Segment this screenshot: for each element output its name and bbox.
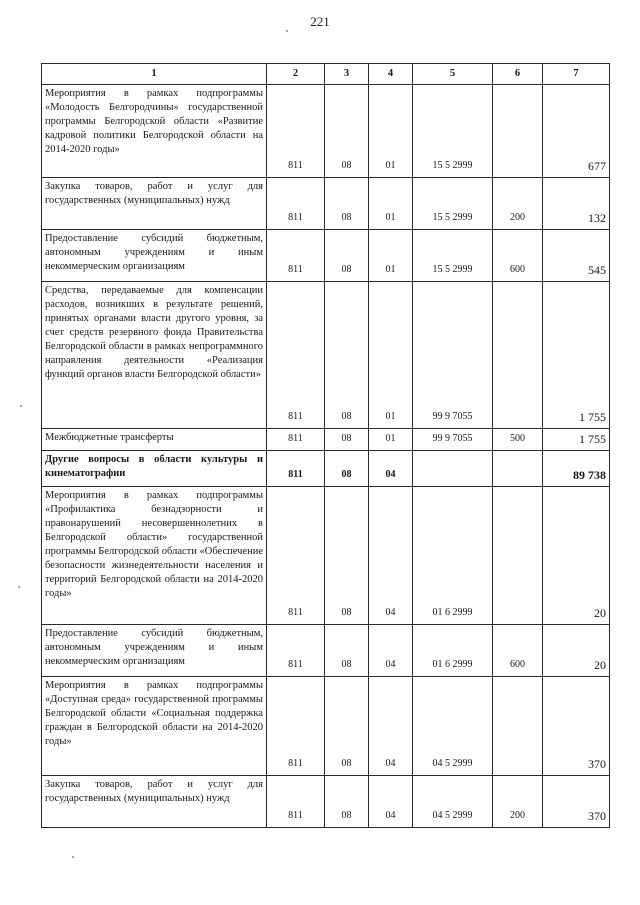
row-col-2: 811 (267, 451, 325, 487)
row-col-6: 500 (493, 429, 543, 451)
row-col-4: 04 (369, 487, 413, 625)
table-row (42, 282, 610, 429)
row-amount: 677 (543, 85, 610, 178)
table-row (42, 230, 610, 282)
row-col-4: 04 (369, 677, 413, 776)
table-row (42, 178, 610, 230)
row-col-5: 15 5 2999 (413, 230, 493, 282)
row-col-2: 811 (267, 429, 325, 451)
row-col-2: 811 (267, 178, 325, 230)
row-col-2: 811 (267, 776, 325, 828)
row-name: Другие вопросы в области культуры и кинематографии (42, 451, 267, 487)
row-name: Средства, передаваемые для компенсации расходов, возникших в результате решений, принятых органами власти другого уровня, за счет средств резервного фонда Правительства Белгородской области в рамках непрограммного направления деятельности «Реализация функций органов власти Белгородской области» (42, 282, 267, 429)
table-row (42, 429, 610, 451)
row-col-6 (493, 451, 543, 487)
row-col-2: 811 (267, 282, 325, 429)
row-col-2: 811 (267, 677, 325, 776)
table-body (42, 85, 610, 828)
row-col-4: 01 (369, 230, 413, 282)
scan-speck (72, 856, 74, 858)
scan-speck (20, 405, 22, 407)
row-col-6 (493, 487, 543, 625)
row-name: Межбюджетные трансферты (42, 429, 267, 451)
row-name: Предоставление субсидий бюджетным, автономным учреждениям и иным некоммерческим организациям (42, 230, 267, 282)
row-col-5: 01 6 2999 (413, 487, 493, 625)
row-name: Закупка товаров, работ и услуг для государственных (муниципальных) нужд (42, 776, 267, 828)
row-amount: 20 (543, 487, 610, 625)
row-col-6 (493, 677, 543, 776)
row-name: Мероприятия в рамках подпрограммы «Молодость Белгородчины» государственной программы Белгородской области «Развитие кадровой политики Белгородской области на 2014-2020 годы» (42, 85, 267, 178)
row-amount: 370 (543, 776, 610, 828)
row-col-3: 08 (325, 451, 369, 487)
budget-table (41, 63, 610, 828)
row-col-2: 811 (267, 85, 325, 178)
header-col-1: 1 (42, 64, 267, 85)
row-col-6: 200 (493, 776, 543, 828)
row-col-3: 08 (325, 85, 369, 178)
row-amount: 89 738 (543, 451, 610, 487)
row-col-2: 811 (267, 625, 325, 677)
row-col-2: 811 (267, 487, 325, 625)
row-col-5: 01 6 2999 (413, 625, 493, 677)
row-col-5: 15 5 2999 (413, 178, 493, 230)
row-col-3: 08 (325, 282, 369, 429)
row-amount: 132 (543, 178, 610, 230)
row-col-3: 08 (325, 776, 369, 828)
table-row (42, 776, 610, 828)
row-amount: 1 755 (543, 429, 610, 451)
row-col-4: 04 (369, 625, 413, 677)
row-col-3: 08 (325, 429, 369, 451)
row-col-4: 01 (369, 85, 413, 178)
scan-speck (286, 30, 288, 32)
row-col-5: 99 9 7055 (413, 282, 493, 429)
row-col-5 (413, 451, 493, 487)
row-amount: 20 (543, 625, 610, 677)
row-amount: 545 (543, 230, 610, 282)
row-col-5: 04 5 2999 (413, 776, 493, 828)
row-col-5: 04 5 2999 (413, 677, 493, 776)
row-col-2: 811 (267, 230, 325, 282)
row-col-3: 08 (325, 230, 369, 282)
header-col-7: 7 (543, 64, 610, 85)
header-col-5: 5 (413, 64, 493, 85)
row-col-3: 08 (325, 178, 369, 230)
row-col-4: 04 (369, 451, 413, 487)
header-col-4: 4 (369, 64, 413, 85)
row-col-3: 08 (325, 487, 369, 625)
table-row (42, 677, 610, 776)
page-number: 221 (310, 14, 330, 29)
row-col-6 (493, 85, 543, 178)
row-col-6: 600 (493, 625, 543, 677)
header-col-2: 2 (267, 64, 325, 85)
row-col-6: 200 (493, 178, 543, 230)
row-col-5: 99 9 7055 (413, 429, 493, 451)
header-col-3: 3 (325, 64, 369, 85)
row-col-6 (493, 282, 543, 429)
row-col-3: 08 (325, 677, 369, 776)
row-name: Мероприятия в рамках подпрограммы «Доступная среда» государственной программы Белгородской области «Социальная поддержка граждан в Белгородской области на 2014-2020 годы» (42, 677, 267, 776)
table-row (42, 487, 610, 625)
row-col-4: 01 (369, 429, 413, 451)
table-row (42, 451, 610, 487)
row-col-4: 01 (369, 178, 413, 230)
row-col-4: 01 (369, 282, 413, 429)
scan-speck (18, 586, 20, 588)
row-col-5: 15 5 2999 (413, 85, 493, 178)
header-col-6: 6 (493, 64, 543, 85)
table-row (42, 625, 610, 677)
table-row (42, 85, 610, 178)
row-col-4: 04 (369, 776, 413, 828)
row-col-3: 08 (325, 625, 369, 677)
row-name: Закупка товаров, работ и услуг для государственных (муниципальных) нужд (42, 178, 267, 230)
table-header-row (42, 64, 610, 85)
row-name: Мероприятия в рамках подпрограммы «Профилактика безнадзорности и правонарушений несовершеннолетних в Белгородской области» государственной программы Белгородской области «Обеспечение безопасности жизнедеятельности населения и территорий Белгородской области на 2014-2020 годы» (42, 487, 267, 625)
row-name: Предоставление субсидий бюджетным, автономным учреждениям и иным некоммерческим организациям (42, 625, 267, 677)
row-amount: 1 755 (543, 282, 610, 429)
row-col-6: 600 (493, 230, 543, 282)
row-amount: 370 (543, 677, 610, 776)
